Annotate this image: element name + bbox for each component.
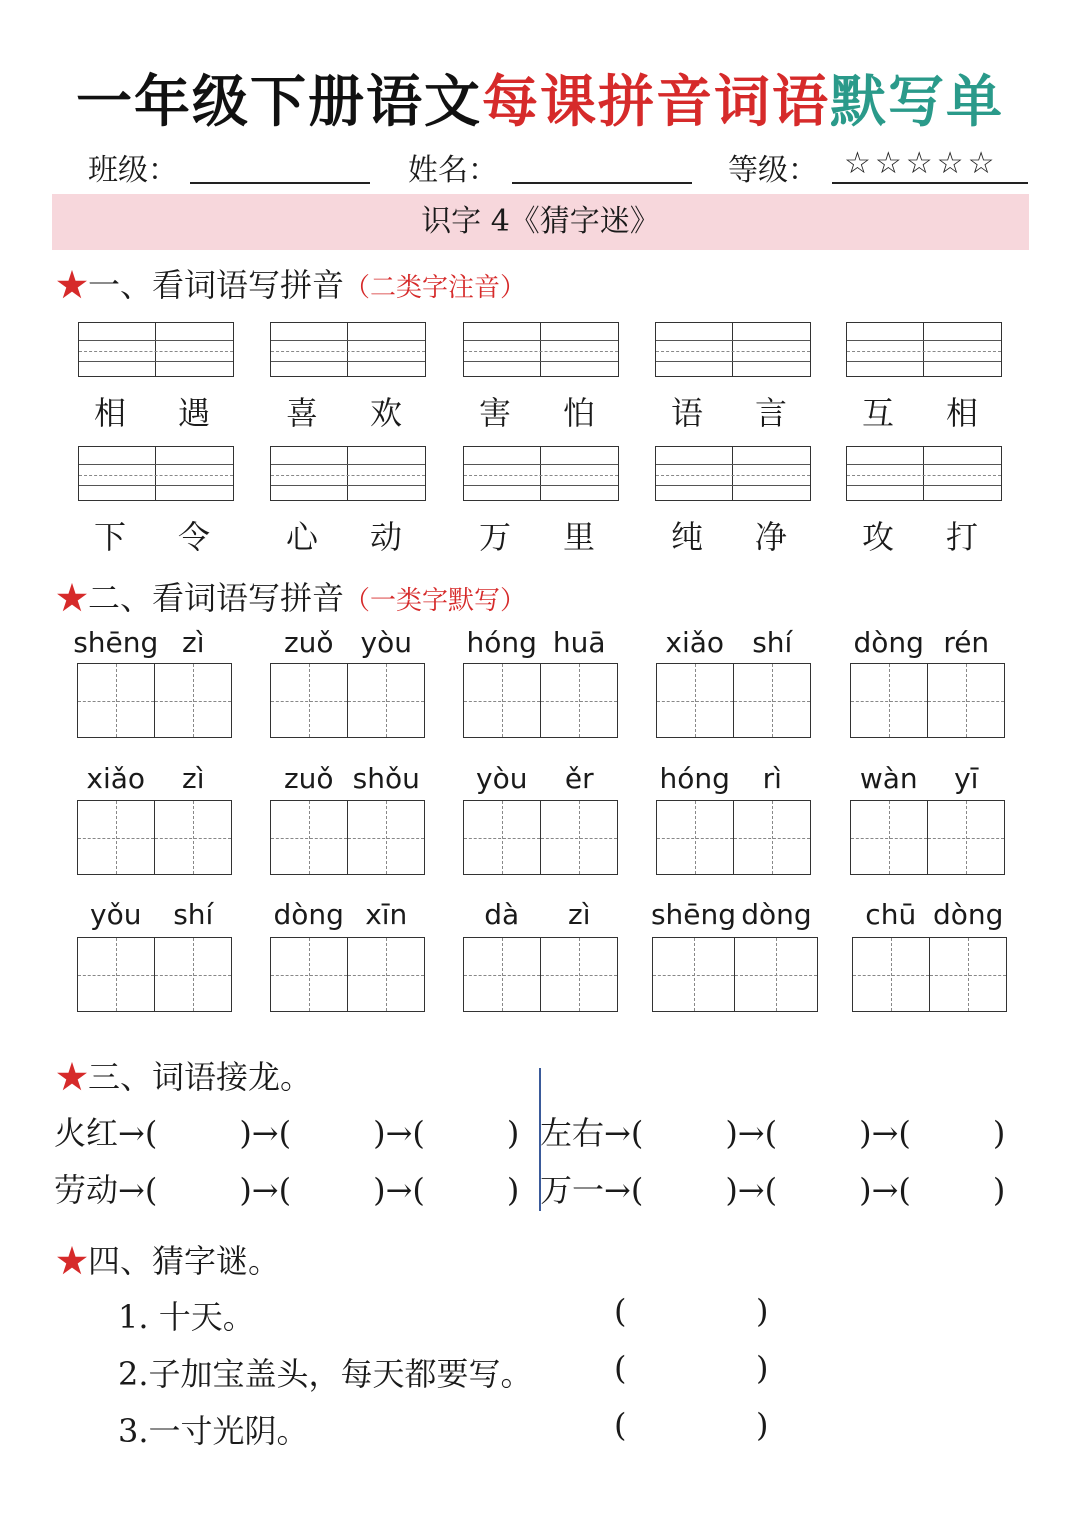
tianzi-cell[interactable] xyxy=(155,801,232,874)
answer-close-paren: ) xyxy=(756,1406,769,1444)
section-2-title xyxy=(56,573,526,619)
tianzi-box[interactable] xyxy=(270,937,425,1012)
arrow-icon: → xyxy=(604,1114,631,1152)
pinyin-write-box[interactable] xyxy=(78,322,234,377)
guide-line xyxy=(541,701,618,702)
pinyin-write-box[interactable] xyxy=(270,322,426,377)
tianzi-box[interactable] xyxy=(463,800,618,875)
word-chain xyxy=(540,1165,1005,1211)
arrow-icon: → xyxy=(251,1171,279,1209)
tianzi-cell[interactable] xyxy=(653,938,735,1011)
guide-line xyxy=(656,351,810,352)
open-paren: ( xyxy=(630,1114,644,1152)
pinyin-write-box[interactable] xyxy=(270,446,426,501)
pinyin-label: zì xyxy=(568,898,591,931)
grade-stars[interactable]: ☆☆☆☆☆ xyxy=(844,146,999,181)
guide-line xyxy=(847,464,1001,465)
class-field[interactable] xyxy=(190,182,370,184)
section-4-title xyxy=(56,1236,280,1282)
open-paren: ( xyxy=(144,1114,158,1152)
pinyin-label: shēng xyxy=(73,626,159,659)
tianzi-box[interactable] xyxy=(656,800,811,875)
hanzi-char: 欢 xyxy=(369,394,402,432)
close-paren: ) xyxy=(239,1114,252,1152)
open-paren: ( xyxy=(898,1171,911,1209)
pinyin-label: zuǒ xyxy=(283,762,334,795)
title-part-2: 每课拼音词语 xyxy=(482,69,830,135)
hanzi-char: 下 xyxy=(93,518,126,556)
class-label: 班级： xyxy=(88,153,178,188)
hanzi-char: 相 xyxy=(93,394,126,432)
tianzi-box[interactable] xyxy=(652,937,818,1012)
pinyin-label: chū xyxy=(865,898,917,931)
pinyin-write-box[interactable] xyxy=(846,322,1002,377)
open-paren: ( xyxy=(630,1171,644,1209)
pinyin-cell[interactable] xyxy=(464,447,541,500)
tianzi-cell[interactable] xyxy=(348,938,425,1011)
tianzi-cell[interactable] xyxy=(78,801,155,874)
guide-line xyxy=(656,464,810,465)
pinyin-write-box[interactable] xyxy=(655,322,811,377)
title-part-3: 默写单 xyxy=(830,69,1004,135)
guide-line xyxy=(79,485,233,486)
close-paren: ) xyxy=(506,1114,520,1152)
pinyin-write-box[interactable] xyxy=(463,446,619,501)
guide-line xyxy=(734,701,811,702)
tianzi-cell[interactable] xyxy=(271,801,348,874)
tianzi-cell[interactable] xyxy=(155,938,232,1011)
hanzi-char: 心 xyxy=(285,518,318,556)
tianzi-box[interactable] xyxy=(77,800,232,875)
close-paren: ) xyxy=(373,1171,386,1209)
tianzi-cell[interactable] xyxy=(851,801,928,874)
guide-line xyxy=(656,475,810,476)
page-title xyxy=(0,58,1080,138)
chain-start-word: 劳动 xyxy=(54,1171,119,1209)
guide-line xyxy=(541,975,618,976)
tianzi-box[interactable] xyxy=(270,663,425,738)
guide-line xyxy=(853,975,929,976)
pinyin-label: shí xyxy=(752,626,793,659)
tianzi-box[interactable] xyxy=(463,663,618,738)
pinyin-cell[interactable] xyxy=(271,323,348,376)
guide-line xyxy=(79,475,233,476)
guide-line xyxy=(735,975,817,976)
guide-line xyxy=(78,701,154,702)
guide-line xyxy=(734,838,811,839)
star-icon: ★ xyxy=(56,579,89,617)
guide-line xyxy=(847,340,1001,341)
pinyin-label: dòng xyxy=(853,626,924,659)
pinyin-cell[interactable] xyxy=(733,447,810,500)
pinyin-write-box[interactable] xyxy=(846,446,1002,501)
open-paren: ( xyxy=(278,1171,292,1209)
hanzi-char: 净 xyxy=(754,518,787,556)
pinyin-label: yǒu xyxy=(90,898,142,931)
section-1-title xyxy=(56,260,526,306)
guide-line xyxy=(464,701,540,702)
word-chain xyxy=(54,1108,519,1154)
guide-line xyxy=(78,838,154,839)
tianzi-cell[interactable] xyxy=(271,938,348,1011)
guide-line xyxy=(79,361,233,362)
answer-close-paren: ) xyxy=(756,1292,769,1330)
pinyin-write-box[interactable] xyxy=(463,322,619,377)
pinyin-label: dà xyxy=(484,898,520,931)
guide-line xyxy=(657,838,733,839)
hanzi-char: 纯 xyxy=(670,518,703,556)
chain-start-word: 火红 xyxy=(54,1114,119,1152)
grade-label: 等级： xyxy=(728,153,818,188)
guide-line xyxy=(464,340,618,341)
riddle-text: 3.一寸光阴。 xyxy=(118,1412,309,1450)
pinyin-label: shēng xyxy=(650,898,737,931)
pinyin-cell[interactable] xyxy=(271,447,348,500)
pinyin-label: yī xyxy=(954,762,979,795)
pinyin-cell[interactable] xyxy=(656,323,733,376)
pinyin-label: hóng xyxy=(466,626,537,659)
arrow-icon: → xyxy=(604,1171,631,1209)
tianzi-box[interactable] xyxy=(270,800,425,875)
hanzi-char: 害 xyxy=(478,394,511,432)
guide-line xyxy=(464,485,618,486)
tianzi-box[interactable] xyxy=(77,663,232,738)
guide-line xyxy=(348,975,425,976)
hanzi-char: 令 xyxy=(177,518,210,556)
pinyin-cell[interactable] xyxy=(79,447,156,500)
open-paren: ( xyxy=(412,1171,425,1209)
open-paren: ( xyxy=(144,1171,158,1209)
pinyin-cell[interactable] xyxy=(156,323,233,376)
guide-line xyxy=(656,361,810,362)
pinyin-write-box[interactable] xyxy=(78,446,234,501)
close-paren: ) xyxy=(725,1114,738,1152)
riddle-text: 1. 十天。 xyxy=(118,1298,255,1336)
pinyin-cell[interactable] xyxy=(924,447,1001,500)
pinyin-cell[interactable] xyxy=(348,323,425,376)
lesson-title-bar: 识字 4《猜字迷》 xyxy=(52,194,1029,250)
arrow-icon: → xyxy=(737,1114,765,1152)
pinyin-label: zì xyxy=(182,762,205,795)
pinyin-label: xiǎo xyxy=(665,626,725,659)
guide-line xyxy=(847,485,1001,486)
guide-line xyxy=(271,485,425,486)
tianzi-cell[interactable] xyxy=(271,664,348,737)
arrow-icon: → xyxy=(871,1114,899,1152)
tianzi-cell[interactable] xyxy=(348,801,425,874)
tianzi-cell[interactable] xyxy=(657,801,734,874)
guide-line xyxy=(271,361,425,362)
tianzi-cell[interactable] xyxy=(155,664,232,737)
section-3-heading: 三、词语接龙。 xyxy=(88,1058,313,1096)
pinyin-label: yòu xyxy=(360,626,412,659)
tianzi-cell[interactable] xyxy=(464,938,541,1011)
pinyin-label: xiǎo xyxy=(86,762,146,795)
guide-line xyxy=(851,701,927,702)
guide-line xyxy=(271,351,425,352)
section-3-title xyxy=(56,1052,312,1098)
pinyin-label: rì xyxy=(762,762,782,795)
pinyin-label: dòng xyxy=(933,898,1004,931)
answer-open-paren: ( xyxy=(614,1349,627,1387)
hanzi-char: 打 xyxy=(945,518,978,556)
pinyin-cell[interactable] xyxy=(156,447,233,500)
answer-close-paren: ) xyxy=(756,1349,769,1387)
guide-line xyxy=(928,701,1005,702)
tianzi-cell[interactable] xyxy=(734,801,811,874)
grade-field[interactable] xyxy=(832,182,1028,184)
guide-line xyxy=(851,838,927,839)
guide-line xyxy=(657,701,733,702)
pinyin-label: xīn xyxy=(365,898,408,931)
pinyin-cell[interactable] xyxy=(656,447,733,500)
tianzi-cell[interactable] xyxy=(851,664,928,737)
guide-line xyxy=(847,475,1001,476)
open-paren: ( xyxy=(764,1171,778,1209)
guide-line xyxy=(464,361,618,362)
section-1-heading: 一、看词语写拼音 xyxy=(88,266,345,304)
pinyin-cell[interactable] xyxy=(541,323,618,376)
pinyin-label: huā xyxy=(552,626,606,659)
guide-line xyxy=(656,340,810,341)
pinyin-label: wàn xyxy=(859,762,918,795)
close-paren: ) xyxy=(373,1114,386,1152)
tianzi-cell[interactable] xyxy=(78,938,155,1011)
chain-start-word: 万一 xyxy=(540,1171,605,1209)
guide-line xyxy=(271,701,347,702)
guide-line xyxy=(155,838,232,839)
pinyin-cell[interactable] xyxy=(847,447,924,500)
answer-open-paren: ( xyxy=(614,1292,627,1330)
pinyin-label: dòng xyxy=(741,898,812,931)
guide-line xyxy=(847,361,1001,362)
pinyin-write-box[interactable] xyxy=(655,446,811,501)
pinyin-label: hóng xyxy=(659,762,730,795)
close-paren: ) xyxy=(239,1171,252,1209)
star-icon: ★ xyxy=(56,266,89,304)
tianzi-box[interactable] xyxy=(656,663,811,738)
guide-line xyxy=(271,464,425,465)
section-1-note: （二类字注音） xyxy=(344,273,527,303)
guide-line xyxy=(464,351,618,352)
arrow-icon: → xyxy=(118,1114,145,1152)
pinyin-cell[interactable] xyxy=(847,323,924,376)
tianzi-box[interactable] xyxy=(77,937,232,1012)
word-chain xyxy=(54,1165,519,1211)
tianzi-cell[interactable] xyxy=(734,664,811,737)
guide-line xyxy=(464,475,618,476)
arrow-icon: → xyxy=(385,1114,413,1152)
guide-line xyxy=(79,351,233,352)
pinyin-cell[interactable] xyxy=(348,447,425,500)
pinyin-label: ěr xyxy=(564,762,594,795)
guide-line xyxy=(847,351,1001,352)
tianzi-cell[interactable] xyxy=(541,938,618,1011)
tianzi-cell[interactable] xyxy=(541,664,618,737)
name-label: 姓名： xyxy=(408,153,498,188)
guide-line xyxy=(928,838,1005,839)
guide-line xyxy=(78,975,154,976)
guide-line xyxy=(271,975,347,976)
pinyin-cell[interactable] xyxy=(464,323,541,376)
close-paren: ) xyxy=(725,1171,738,1209)
guide-line xyxy=(155,701,232,702)
tianzi-cell[interactable] xyxy=(735,938,817,1011)
hanzi-char: 相 xyxy=(945,394,978,432)
name-field[interactable] xyxy=(512,182,692,184)
guide-line xyxy=(271,838,347,839)
tianzi-cell[interactable] xyxy=(541,801,618,874)
hanzi-char: 万 xyxy=(478,518,511,556)
tianzi-cell[interactable] xyxy=(930,938,1007,1011)
pinyin-cell[interactable] xyxy=(733,323,810,376)
word-chain xyxy=(540,1108,1005,1154)
open-paren: ( xyxy=(764,1114,778,1152)
close-paren: ) xyxy=(859,1171,872,1209)
tianzi-cell[interactable] xyxy=(464,664,541,737)
pinyin-cell[interactable] xyxy=(541,447,618,500)
guide-line xyxy=(653,975,734,976)
close-paren: ) xyxy=(992,1171,1006,1209)
tianzi-cell[interactable] xyxy=(928,664,1005,737)
arrow-icon: → xyxy=(737,1171,765,1209)
open-paren: ( xyxy=(278,1114,292,1152)
guide-line xyxy=(271,475,425,476)
hanzi-char: 喜 xyxy=(285,394,318,432)
open-paren: ( xyxy=(412,1114,425,1152)
tianzi-cell[interactable] xyxy=(853,938,930,1011)
hanzi-char: 遇 xyxy=(177,394,210,432)
riddle-answer-blank[interactable] xyxy=(640,1296,750,1332)
riddle-answer-blank[interactable] xyxy=(640,1353,750,1389)
hanzi-char: 动 xyxy=(369,518,402,556)
chain-start-word: 左右 xyxy=(540,1114,605,1152)
pinyin-label: zì xyxy=(182,626,205,659)
guide-line xyxy=(348,838,425,839)
answer-open-paren: ( xyxy=(614,1406,627,1444)
pinyin-cell[interactable] xyxy=(924,323,1001,376)
tianzi-box[interactable] xyxy=(850,800,1005,875)
pinyin-label: shí xyxy=(173,898,214,931)
pinyin-label: yòu xyxy=(476,762,528,795)
pinyin-label: shǒu xyxy=(352,762,420,795)
tianzi-box[interactable] xyxy=(463,937,618,1012)
section-2-note: （一类字默写） xyxy=(344,586,527,616)
guide-line xyxy=(464,975,540,976)
hanzi-char: 言 xyxy=(754,394,787,432)
pinyin-label: dòng xyxy=(273,898,344,931)
arrow-icon: → xyxy=(871,1171,899,1209)
hanzi-char: 怕 xyxy=(562,394,595,432)
riddle-answer-blank[interactable] xyxy=(640,1410,750,1446)
guide-line xyxy=(930,975,1007,976)
star-icon: ★ xyxy=(56,1058,89,1096)
guide-line xyxy=(79,340,233,341)
tianzi-cell[interactable] xyxy=(464,801,541,874)
guide-line xyxy=(271,340,425,341)
title-part-1: 一年级下册语文 xyxy=(76,69,482,135)
pinyin-label: rén xyxy=(943,626,990,659)
tianzi-cell[interactable] xyxy=(348,664,425,737)
guide-line xyxy=(541,838,618,839)
guide-line xyxy=(464,838,540,839)
open-paren: ( xyxy=(898,1114,911,1152)
section-4-heading: 四、猜字谜。 xyxy=(88,1242,281,1280)
tianzi-box[interactable] xyxy=(850,663,1005,738)
section-2-heading: 二、看词语写拼音 xyxy=(88,579,345,617)
guide-line xyxy=(656,485,810,486)
pinyin-label: zuǒ xyxy=(283,626,334,659)
arrow-icon: → xyxy=(385,1171,413,1209)
tianzi-cell[interactable] xyxy=(657,664,734,737)
guide-line xyxy=(348,701,425,702)
tianzi-cell[interactable] xyxy=(78,664,155,737)
hanzi-char: 攻 xyxy=(861,518,894,556)
tianzi-cell[interactable] xyxy=(928,801,1005,874)
close-paren: ) xyxy=(506,1171,520,1209)
star-icon: ★ xyxy=(56,1242,89,1280)
arrow-icon: → xyxy=(251,1114,279,1152)
close-paren: ) xyxy=(992,1114,1006,1152)
pinyin-cell[interactable] xyxy=(79,323,156,376)
arrow-icon: → xyxy=(118,1171,145,1209)
hanzi-char: 语 xyxy=(670,394,703,432)
tianzi-box[interactable] xyxy=(852,937,1007,1012)
close-paren: ) xyxy=(859,1114,872,1152)
hanzi-char: 里 xyxy=(562,518,595,556)
guide-line xyxy=(79,464,233,465)
guide-line xyxy=(464,464,618,465)
hanzi-char: 互 xyxy=(861,394,894,432)
riddle-text: 2.子加宝盖头，每天都要写。 xyxy=(118,1355,533,1393)
guide-line xyxy=(155,975,232,976)
